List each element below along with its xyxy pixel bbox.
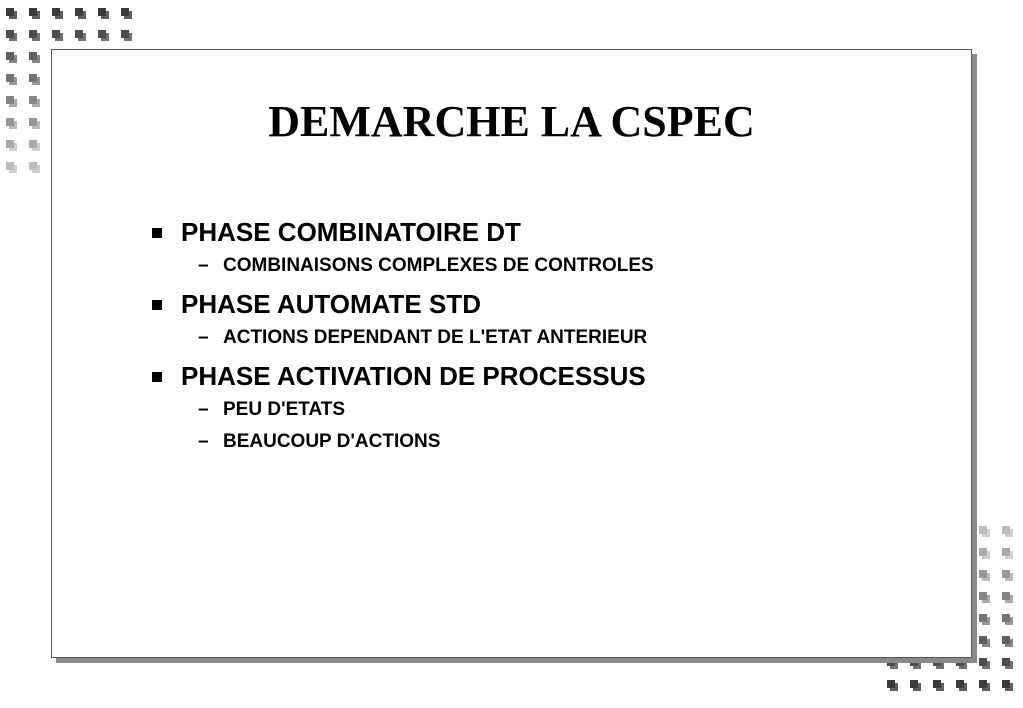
decorative-square <box>75 8 86 19</box>
sub-list-item-label: BEAUCOUP D'ACTIONS <box>223 431 441 452</box>
decorative-square <box>52 8 63 19</box>
decorative-square <box>1002 526 1013 537</box>
decorative-square <box>979 548 990 559</box>
decorative-square <box>6 30 17 41</box>
decorative-square <box>98 30 109 41</box>
decorative-square <box>933 658 944 669</box>
decorative-square <box>29 96 40 107</box>
decorative-square <box>75 30 86 41</box>
decorative-square <box>979 526 990 537</box>
decorative-square <box>979 570 990 581</box>
sub-list-item <box>152 426 654 458</box>
list-item <box>152 358 654 394</box>
dash-marker: – <box>198 431 209 452</box>
sub-list-item <box>152 322 654 354</box>
square-bullet-icon <box>152 372 162 382</box>
decorative-square <box>98 8 109 19</box>
sub-list-item-label: PEU D'ETATS <box>223 399 346 420</box>
dash-marker: – <box>198 255 209 276</box>
decorative-square <box>52 30 63 41</box>
decorative-square <box>979 636 990 647</box>
list-item-label: PHASE AUTOMATE STD <box>181 289 481 319</box>
decorative-square <box>29 140 40 151</box>
decorative-square <box>910 658 921 669</box>
decorative-square <box>6 140 17 151</box>
slide-frame <box>51 49 972 658</box>
list-item-label: PHASE ACTIVATION DE PROCESSUS <box>181 361 646 391</box>
decorative-square <box>956 658 967 669</box>
decorative-square <box>1002 548 1013 559</box>
decorative-square <box>29 8 40 19</box>
decorative-square <box>979 592 990 603</box>
sub-list-item-label: ACTIONS DEPENDANT DE L'ETAT ANTERIEUR <box>223 327 648 348</box>
decorative-square <box>29 162 40 173</box>
decorative-square <box>979 680 990 691</box>
decorative-square <box>29 118 40 129</box>
decorative-square <box>29 74 40 85</box>
dash-marker: – <box>198 399 209 420</box>
decorative-square <box>121 30 132 41</box>
dash-marker: – <box>198 327 209 348</box>
decorative-square <box>1002 680 1013 691</box>
decorative-square <box>1002 658 1013 669</box>
decorative-square <box>29 52 40 63</box>
decorative-square <box>1002 614 1013 625</box>
list-item <box>152 214 654 250</box>
decorative-square <box>933 680 944 691</box>
decorative-square <box>6 96 17 107</box>
decorative-square <box>887 680 898 691</box>
bullet-list <box>152 210 654 458</box>
decorative-square <box>1002 570 1013 581</box>
decorative-square <box>6 118 17 129</box>
sub-list-item <box>152 394 654 426</box>
decorative-square <box>6 52 17 63</box>
list-item <box>152 286 654 322</box>
decorative-square <box>979 658 990 669</box>
decorative-square <box>121 8 132 19</box>
decorative-square <box>1002 636 1013 647</box>
slide-title: DEMARCHE LA CSPEC <box>268 97 755 146</box>
decorative-square <box>979 614 990 625</box>
decorative-square <box>910 680 921 691</box>
decorative-square <box>6 74 17 85</box>
decorative-square <box>29 30 40 41</box>
decorative-square <box>6 8 17 19</box>
decorative-square <box>887 658 898 669</box>
list-item-label: PHASE COMBINATOIRE DT <box>181 217 521 247</box>
decorative-square <box>1002 592 1013 603</box>
decorative-square <box>956 680 967 691</box>
decorative-square <box>6 162 17 173</box>
square-bullet-icon <box>152 228 162 238</box>
sub-list-item-label: COMBINAISONS COMPLEXES DE CONTROLES <box>223 255 654 276</box>
sub-list-item <box>152 250 654 282</box>
square-bullet-icon <box>152 300 162 310</box>
